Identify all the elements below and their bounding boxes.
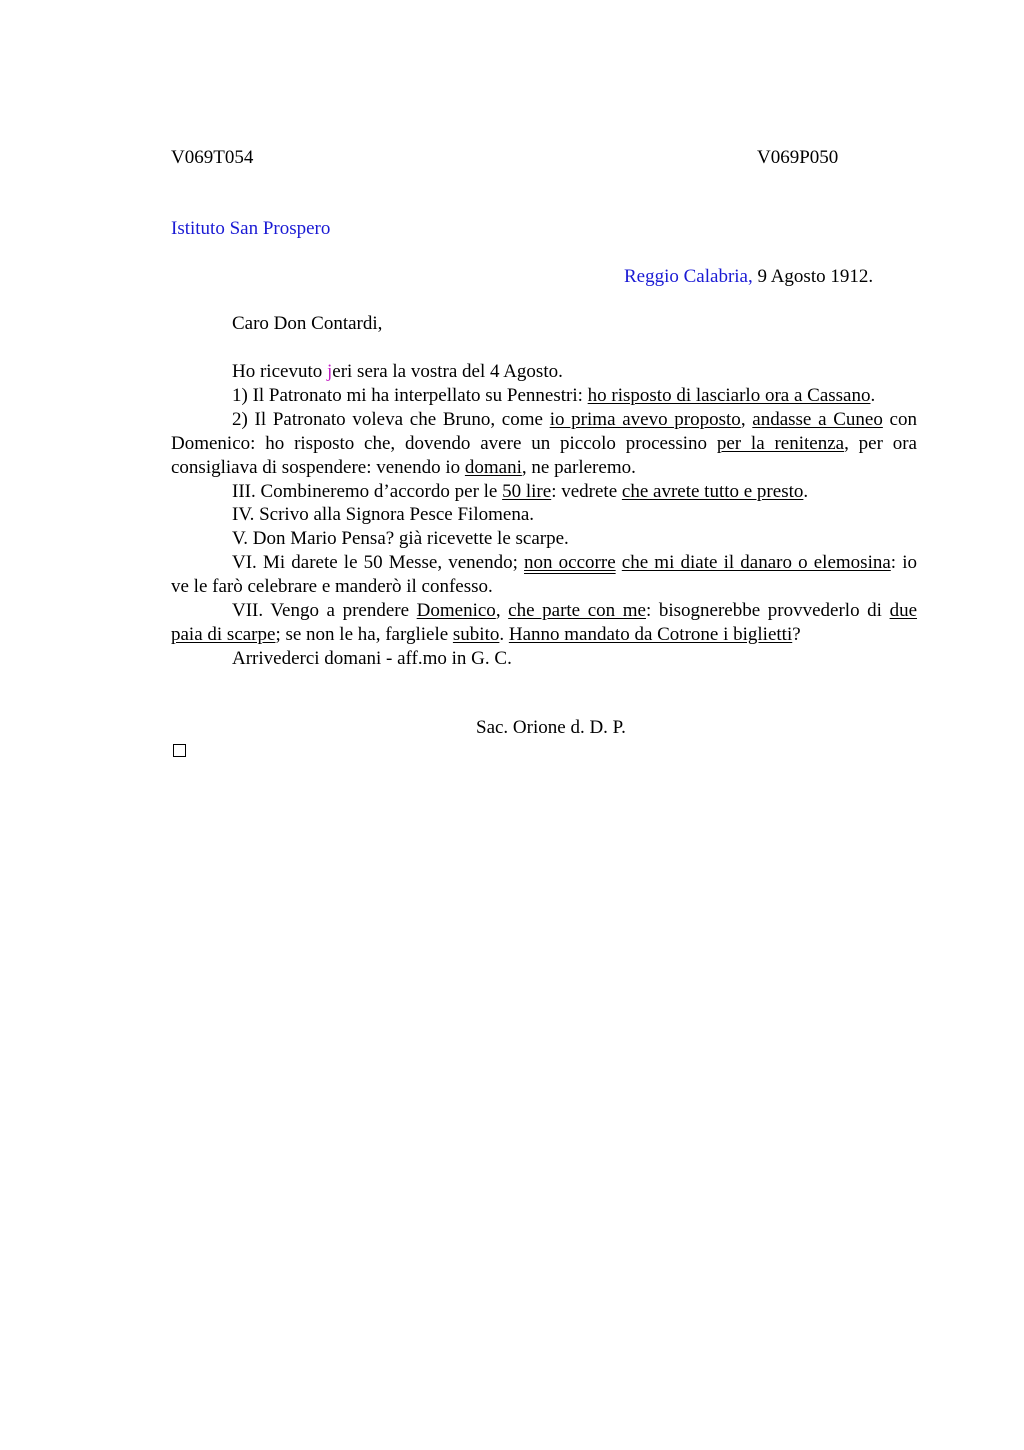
text-span: . [803, 480, 809, 502]
empty-square-icon [173, 744, 186, 757]
underlined-text: per la renitenza [716, 432, 845, 454]
underlined-text: che mi diate il danaro o elemosina [621, 552, 891, 574]
underlined-text: 50 lire [502, 480, 552, 502]
text-span: VII. Vengo a prendere [232, 600, 417, 622]
text-span: ? [792, 623, 801, 645]
paragraph-point-1 [171, 384, 917, 408]
paragraph-point-5 [171, 527, 917, 551]
paragraph-point-3 [171, 480, 917, 504]
dateline-date: 9 Agosto 1912. [752, 266, 874, 287]
text-span: Ho ricevuto [232, 361, 327, 382]
text-span: : vedrete [551, 480, 622, 502]
text-span: , per ora consigliava di sospendere: venendo io [171, 432, 917, 478]
letter-body [171, 360, 917, 671]
underlined-text: andasse a Cuneo [752, 408, 883, 430]
text-span: Arrivederci domani - aff.mo in G. C. [232, 647, 512, 669]
text-span: III. Combineremo d’accordo per le [232, 480, 503, 502]
dateline [624, 265, 873, 289]
double-underlined-text: non occorre [524, 552, 616, 574]
paragraph-point-4 [171, 503, 917, 527]
underlined-text: due paia di scarpe [171, 600, 918, 645]
text-span: . [499, 623, 509, 645]
dateline-place: Reggio Calabria, [624, 266, 753, 287]
text-span: 2) Il Patronato voleva che Bruno, come [232, 408, 550, 430]
paragraph-point-7 [171, 599, 917, 647]
document-code-left: V069T054 [171, 147, 254, 168]
text-span: : io ve le farò celebrare e manderò il confesso. [171, 552, 917, 598]
underlined-text: subito [452, 623, 500, 645]
letterhead-institute: Istituto San Prospero [171, 218, 331, 239]
text-span: VI. Mi darete le 50 Messe, venendo; [232, 552, 525, 574]
text-span: . [870, 384, 876, 406]
paragraph-received [171, 360, 917, 384]
underlined-text: ho risposto di lasciarlo ora a Cassano [587, 384, 871, 406]
underlined-text: io prima avevo proposto [549, 408, 741, 430]
text-span: con Domenico: ho risposto che, dovendo avere un piccolo processino [171, 408, 917, 454]
paragraph-point-6 [171, 551, 917, 599]
text-span: , ne parleremo. [521, 456, 636, 478]
text-span: ; se non le ha, fargliele [275, 623, 453, 645]
signature: Sac. Orione d. D. P. [476, 717, 626, 738]
annotated-letter: j [326, 361, 333, 382]
underlined-text: Domenico [416, 600, 496, 622]
text-span: V. Don Mario Pensa? già ricevette le scarpe. [232, 528, 569, 550]
text-span: , [740, 408, 753, 430]
text-span: : bisognerebbe provvederlo di [645, 600, 890, 622]
underlined-text: domani [464, 456, 522, 478]
paragraph-point-2 [171, 408, 917, 480]
text-span: eri sera la vostra del 4 Agosto. [332, 361, 563, 382]
underlined-text: che avrete tutto e presto [621, 480, 804, 502]
salutation: Caro Don Contardi, [232, 313, 383, 334]
paragraph-closing [171, 647, 917, 671]
text-span: , [495, 600, 509, 622]
text-span: 1) Il Patronato mi ha interpellato su Pennestri: [232, 384, 588, 406]
underlined-text: Hanno mandato da Cotrone i biglietti [508, 623, 793, 645]
document-code-right: V069P050 [757, 147, 839, 168]
text-span: IV. Scrivo alla Signora Pesce Filomena. [232, 504, 535, 526]
underlined-text: che parte con me [508, 600, 646, 622]
